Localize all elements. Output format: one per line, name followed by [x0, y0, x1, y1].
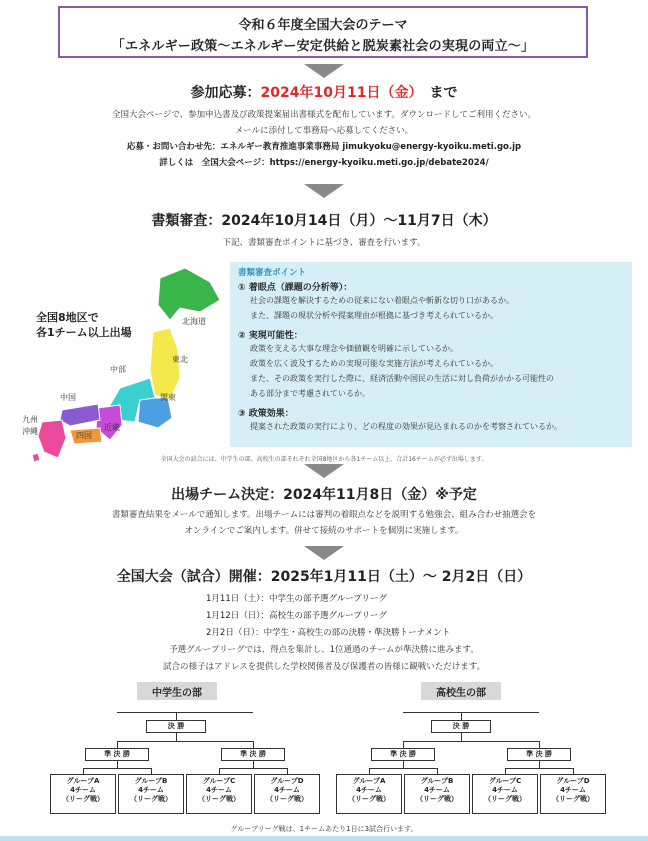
flow-arrow-4	[304, 546, 344, 560]
label-kinki: 近畿	[104, 423, 120, 432]
senior-line	[461, 712, 462, 720]
label-hokkaido: 北海道	[182, 317, 206, 326]
junior-group-b	[118, 774, 184, 814]
group-name: グループC	[202, 777, 236, 785]
junior-line	[176, 733, 177, 741]
senior-line	[403, 741, 539, 742]
label-kanto: 関東	[160, 393, 176, 402]
label-chugoku: 中国	[60, 393, 76, 402]
senior-semi-node-2: 準 決 勝	[507, 748, 571, 761]
junior-group-a	[50, 774, 116, 814]
senior-line	[403, 761, 404, 768]
theme-title: 令和６年度全国大会のテーマ	[238, 18, 408, 33]
label-okinawa: 沖縄	[22, 427, 38, 436]
senior-division-label: 高校生の部	[421, 682, 501, 700]
review-points-box	[230, 262, 632, 447]
point-3-line-1: 提案された政策の実行により、どの程度の効果が見込まれるのかを考察されているか。	[250, 422, 562, 431]
decision-text-1: 書類審査結果をメールで通知します。出場チームには審判の着眼点などを説明する勉強会、組み合わせ抽選会を	[111, 510, 537, 520]
junior-line	[253, 761, 254, 768]
group-teams: 4チーム	[138, 786, 164, 794]
point-2-line-1: 政策を支える大事な理念や価値観を明確に示しているか。	[250, 344, 458, 353]
senior-group-a	[336, 774, 402, 814]
entry-deadline: 2024年10月11日（金）	[260, 85, 416, 101]
decision-text-2: オンラインでご案内します。併せて接続のサポートを個別に実施します。	[184, 526, 464, 536]
group-name: グループD	[556, 777, 590, 785]
senior-line	[505, 768, 573, 769]
entry-text-1: 全国大会ページで、参加申込書及び政策提案届出書様式を配布しています。ダウンロードしてご利用ください。	[112, 110, 536, 120]
map-callout	[36, 310, 132, 340]
senior-group-c	[472, 774, 538, 814]
senior-line	[403, 741, 404, 748]
group-teams: 4チーム	[274, 786, 300, 794]
schedule-1: 1月11日（土）：中学生の部予選グループリーグ	[206, 594, 387, 604]
junior-line	[117, 741, 118, 748]
map-callout-line-2: 各1チーム以上出場	[36, 326, 132, 339]
group-teams: 4チーム	[356, 786, 382, 794]
group-type: （リーグ戦）	[198, 795, 240, 803]
tournament-text-1: 予選グループリーグでは、得点を集計し、1位通過のチームが準決勝に進みます。	[169, 645, 479, 655]
tournament-text-2: 試合の様子はアドレスを提供した学校関係者及び保護者の皆様に観戦いただけます。	[162, 662, 486, 672]
group-name: グループB	[420, 777, 454, 785]
label-chubu: 中部	[110, 365, 126, 374]
senior-group-d	[540, 774, 606, 814]
group-type: （リーグ戦）	[62, 795, 104, 803]
junior-line	[219, 768, 287, 769]
group-name: グループC	[488, 777, 522, 785]
group-teams: 4チーム	[560, 786, 586, 794]
map-note: 全国大会の試合には、中学生の部、高校生の部それぞれ全国8地区から各1チーム以上、合計16チームが必ず出場します。	[160, 456, 488, 463]
group-name: グループA	[66, 777, 100, 785]
group-type: （リーグ戦）	[266, 795, 308, 803]
point-1-line-2: また、課題の現状分析や提案理由が根拠に基づき考えられているか。	[250, 311, 498, 320]
tournament-footnote: グループリーグ戦は、1チームあたり1日に3試合行います。	[230, 825, 418, 833]
senior-semi-node-1: 準 決 勝	[371, 748, 435, 761]
group-teams: 4チーム	[206, 786, 232, 794]
group-teams: 4チーム	[492, 786, 518, 794]
schedule-2: 1月12日（日）：高校生の部予選グループリーグ	[206, 611, 387, 621]
review-text: 下記、書類審査ポイントに基づき、審査を行います。	[222, 238, 426, 248]
junior-semi-node-2: 準 決 勝	[221, 748, 285, 761]
map-hokkaido	[158, 268, 220, 320]
point-1-line-1: 社会の課題を解決するための従来にない着眼点や斬新な切り口があるか。	[250, 296, 514, 305]
junior-group-c	[186, 774, 252, 814]
schedule-3: 2月2日（日）：中学生・高校生の部の決勝・準決勝トーナメント	[206, 628, 451, 638]
theme-subtitle: 「エネルギー政策～エネルギー安定供給と脱炭素社会の実現の両立～」	[111, 39, 535, 54]
point-2-line-2: 政策を広く波及するための実現可能な実施方法が考えられているか。	[250, 359, 498, 368]
senior-line	[461, 733, 462, 741]
tournament-heading: 全国大会（試合）開催：2025年1月11日（土）～ 2月2日（日）	[116, 569, 532, 585]
group-type: （リーグ戦）	[416, 795, 458, 803]
entry-heading-suffix: まで	[429, 85, 458, 101]
point-2-line-4: ある部分まで考慮されているか。	[250, 389, 370, 398]
point-2-heading: ② 実現可能性：	[238, 331, 303, 341]
entry-text-2: メールに添付して事務局へ応募してください。	[234, 126, 414, 136]
group-teams: 4チーム	[424, 786, 450, 794]
label-tohoku: 東北	[172, 355, 188, 364]
review-points-title: 書類審査ポイント	[238, 268, 307, 278]
group-type: （リーグ戦）	[130, 795, 172, 803]
senior-line	[539, 761, 540, 768]
entry-heading	[0, 82, 648, 102]
theme-box	[58, 6, 588, 58]
senior-line	[369, 768, 437, 769]
senior-final-node: 決 勝	[431, 720, 491, 733]
flow-arrow-2	[304, 184, 344, 198]
entry-contact[interactable]: 応募・お問い合わせ先：エネルギー教育推進事業事務局 jimukyoku@energy-kyoiku.meti.go.jp	[126, 142, 522, 152]
junior-final-node: 決 勝	[146, 720, 206, 733]
map-kyushu	[38, 420, 66, 458]
junior-division-label: 中学生の部	[137, 682, 217, 700]
group-name: グループD	[270, 777, 304, 785]
junior-line	[253, 741, 254, 748]
group-type: （リーグ戦）	[348, 795, 390, 803]
entry-details-link[interactable]: 詳しくは 全国大会ページ：https://energy-kyoiku.meti.go.jp/debate2024/	[159, 158, 489, 168]
point-3-heading: ③ 政策効果：	[238, 409, 294, 419]
senior-line	[403, 712, 539, 713]
point-2-line-3: また、その政策を実行した際に、経済活動や国民の生活に対し負荷がかかる可能性の	[250, 374, 554, 383]
senior-group-b	[404, 774, 470, 814]
junior-line	[117, 761, 118, 768]
entry-heading-prefix: 参加応募：	[190, 85, 261, 101]
flow-arrow-1	[304, 64, 344, 78]
junior-line	[176, 712, 177, 720]
decision-heading: 出場チーム決定：2024年11月8日（金）※予定	[171, 487, 477, 503]
review-heading: 書類審査：2024年10月14日（月）～11月7日（木）	[151, 213, 497, 229]
group-type: （リーグ戦）	[552, 795, 594, 803]
group-type: （リーグ戦）	[484, 795, 526, 803]
flow-arrow-3	[304, 464, 344, 478]
label-shikoku: 四国	[76, 431, 92, 440]
group-name: グループA	[352, 777, 386, 785]
senior-line	[539, 741, 540, 748]
map-callout-line-1: 全国8地区で	[36, 311, 99, 324]
junior-group-d	[254, 774, 320, 814]
junior-line	[117, 712, 253, 713]
group-teams: 4チーム	[70, 786, 96, 794]
junior-line	[83, 768, 151, 769]
point-1-heading: ① 着眼点（課題の分析等）：	[238, 283, 353, 293]
junior-line	[117, 741, 253, 742]
label-kyushu: 九州	[22, 415, 38, 424]
group-name: グループB	[134, 777, 168, 785]
map-chugoku	[60, 404, 100, 426]
junior-semi-node-1: 準 決 勝	[85, 748, 149, 761]
footer-band	[0, 836, 648, 841]
